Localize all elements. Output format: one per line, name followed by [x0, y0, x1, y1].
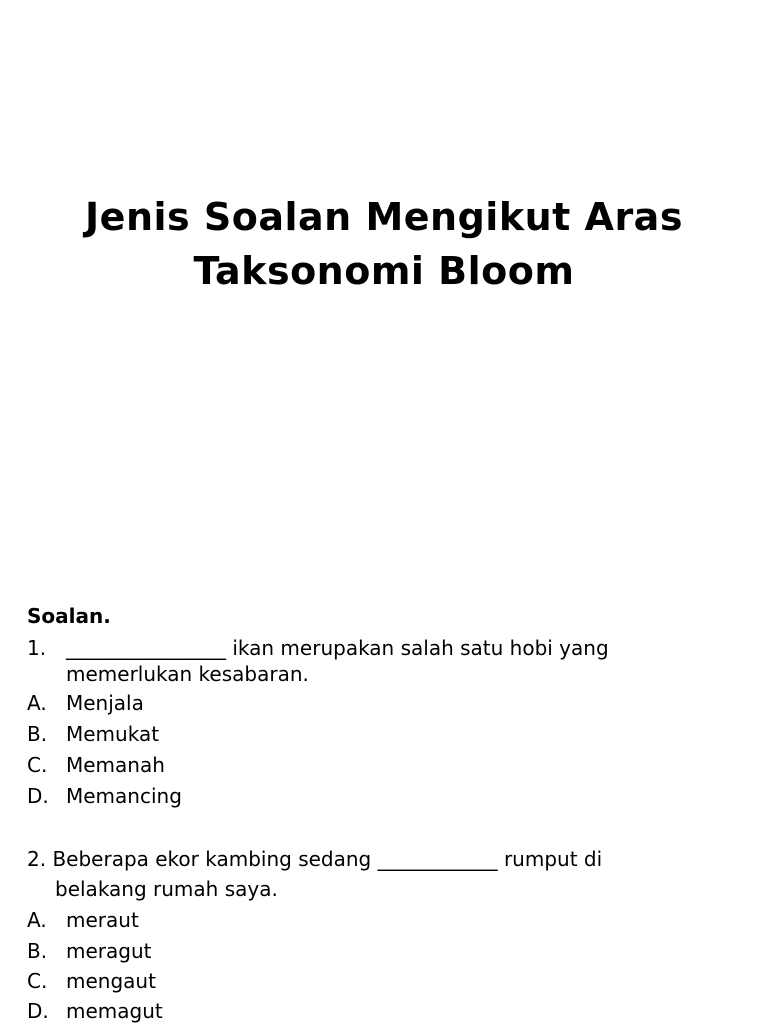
- option-text: Memukat: [66, 722, 160, 746]
- title-line-2: Taksonomi Bloom: [193, 249, 575, 293]
- page-title: [0, 190, 768, 298]
- option-letter: D.: [27, 784, 49, 808]
- option-letter: A.: [27, 691, 47, 715]
- option-text: memagut: [66, 999, 163, 1023]
- option-letter: C.: [27, 753, 48, 777]
- option-text: meraut: [66, 908, 139, 932]
- option-letter: D.: [27, 999, 49, 1023]
- option-text: Menjala: [66, 691, 144, 715]
- option-text: mengaut: [66, 969, 156, 993]
- option-text: Memanah: [66, 753, 165, 777]
- option-letter: B.: [27, 939, 48, 963]
- question-2-stem-cont: belakang rumah saya.: [55, 877, 278, 901]
- option-letter: B.: [27, 722, 48, 746]
- option-letter: A.: [27, 908, 47, 932]
- option-text: Memancing: [66, 784, 182, 808]
- option-letter: C.: [27, 969, 48, 993]
- title-line-1: Jenis Soalan Mengikut Aras: [85, 195, 683, 239]
- question-2-stem: 2. Beberapa ekor kambing sedang ____________ rumput di: [27, 847, 603, 871]
- question-1-stem: ________________ ikan merupakan salah satu hobi yang: [66, 636, 609, 660]
- section-label: Soalan.: [27, 604, 111, 628]
- option-text: meragut: [66, 939, 152, 963]
- question-1-stem-cont: memerlukan kesabaran.: [66, 662, 309, 686]
- question-1-number: 1.: [27, 636, 47, 660]
